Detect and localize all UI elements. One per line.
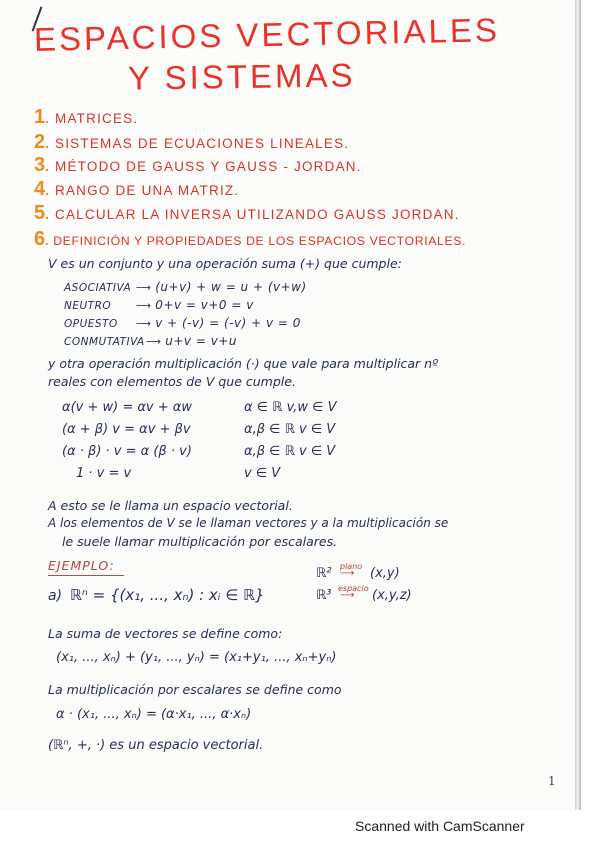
toc-item: 4. RANGO DE UNA MATRIZ. (34, 178, 240, 200)
mult-definition-formula: α · (x₁, ..., xₙ) = (α·x₁, ..., α·xₙ) (56, 707, 252, 722)
r3-symbol: ℝ³ (316, 588, 332, 603)
scanner-watermark: Scanned with CamScanner (355, 818, 525, 834)
toc-item: 6. DEFINICIÓN Y PROPIEDADES DE LOS ESPACIOS VECTORIALES. (34, 228, 467, 250)
sum-definition-formula: (x₁, ..., xₙ) + (y₁, ..., yₙ) = (x₁+y₁, ..., xₙ+yₙ) (56, 650, 337, 665)
example-heading: EJEMPLO: (48, 558, 115, 573)
property-formula: v + (-v) = (-v) + v = 0 (155, 316, 301, 330)
toc-number: 5 (34, 202, 46, 224)
mult-property-formula: (α + β) v = αv + βv (62, 422, 191, 437)
toc-item: 3. MÉTODO DE GAUSS Y GAUSS - JORDAN. (34, 154, 362, 176)
toc-item: 1. MATRICES. (34, 106, 139, 128)
mult-intro-line2: reales con elementos de V que cumple. (48, 374, 296, 389)
toc-text: RANGO DE UNA MATRIZ. (55, 183, 240, 198)
example-underline (48, 575, 124, 576)
r2-value: (x,y) (370, 566, 400, 581)
toc-number: 2 (34, 131, 46, 153)
example-final-statement: (ℝⁿ, +, ·) es un espacio vectorial. (48, 738, 264, 753)
mult-property-condition: α,β ∈ ℝ v ∈ V (244, 444, 336, 459)
conclusion-line3: le suele llamar multiplicación por escalares. (62, 534, 338, 549)
arrow-icon: ⟶ (340, 590, 355, 601)
r2-symbol: ℝ² (316, 566, 332, 581)
page-number: 1 (548, 774, 556, 788)
property-name: CONMUTATIVA (64, 336, 145, 348)
toc-text: SISTEMAS DE ECUACIONES LINEALES. (55, 136, 350, 151)
arrow-icon: ⟶ (145, 336, 162, 348)
toc-number: 6 (34, 228, 46, 250)
r2-note: plano (340, 562, 363, 571)
property-row (64, 316, 301, 330)
example-a-definition: ℝⁿ = {(x₁, ..., xₙ) : xᵢ ∈ ℝ} (70, 586, 265, 604)
r3-note: espacio (338, 584, 369, 593)
toc-item: 2. SISTEMAS DE ECUACIONES LINEALES. (34, 131, 350, 153)
conclusion-line1: A esto se le llama un espacio vectorial. (48, 498, 293, 513)
mult-intro-line1: y otra operación multiplicación (·) que vale para multiplicar nº (48, 356, 438, 371)
mult-property-condition: α ∈ ℝ v,w ∈ V (244, 400, 337, 415)
page-edge (575, 0, 581, 810)
example-a-label: a) (48, 588, 63, 604)
intro-text: V es un conjunto y una operación suma (+) que cumple: (48, 256, 402, 271)
property-formula: u+v = v+u (165, 334, 237, 348)
arrow-icon: ⟶ (340, 568, 355, 579)
mult-property-formula: 1 · v = v (76, 466, 132, 481)
property-name: OPUESTO (64, 318, 118, 330)
toc-text: CALCULAR LA INVERSA UTILIZANDO GAUSS JORDAN. (55, 207, 460, 222)
mult-property-condition: v ∈ V (244, 466, 281, 481)
arrow-icon: ⟶ (135, 318, 152, 330)
arrow-icon: ⟶ (135, 282, 152, 294)
toc-item: 5. CALCULAR LA INVERSA UTILIZANDO GAUSS JORDAN. (34, 202, 460, 224)
property-row (64, 298, 254, 312)
toc-number: 1 (34, 106, 46, 128)
r3-value: (x,y,z) (372, 588, 412, 603)
arrow-icon: ⟶ (135, 300, 152, 312)
toc-number: 4 (34, 178, 46, 200)
sum-definition-text: La suma de vectores se define como: (48, 626, 283, 641)
property-name: ASOCIATIVA (64, 282, 132, 294)
property-formula: 0+v = v+0 = v (155, 298, 254, 312)
property-row (64, 280, 307, 294)
property-formula: (u+v) + w = u + (v+w) (155, 280, 307, 294)
mult-property-formula: (α · β) · v = α (β · v) (62, 444, 192, 459)
conclusion-line2: A los elementos de V se le llaman vectores y a la multiplicación se (48, 516, 449, 530)
toc-text: DEFINICIÓN Y PROPIEDADES DE LOS ESPACIOS VECTORIALES. (53, 234, 467, 248)
property-name: NEUTRO (64, 300, 112, 312)
mult-property-condition: α,β ∈ ℝ v ∈ V (244, 422, 336, 437)
page-title-line1: ESPACIOS VECTORIALES (33, 11, 501, 58)
toc-text: MATRICES. (55, 111, 139, 126)
mult-property-formula: α(v + w) = αv + αw (62, 400, 192, 415)
toc-text: MÉTODO DE GAUSS Y GAUSS - JORDAN. (55, 159, 362, 174)
mult-definition-text: La multiplicación por escalares se define como (48, 682, 342, 697)
page-title-line2: Y SISTEMAS (127, 56, 356, 97)
property-row (64, 334, 237, 348)
toc-number: 3 (34, 154, 46, 176)
